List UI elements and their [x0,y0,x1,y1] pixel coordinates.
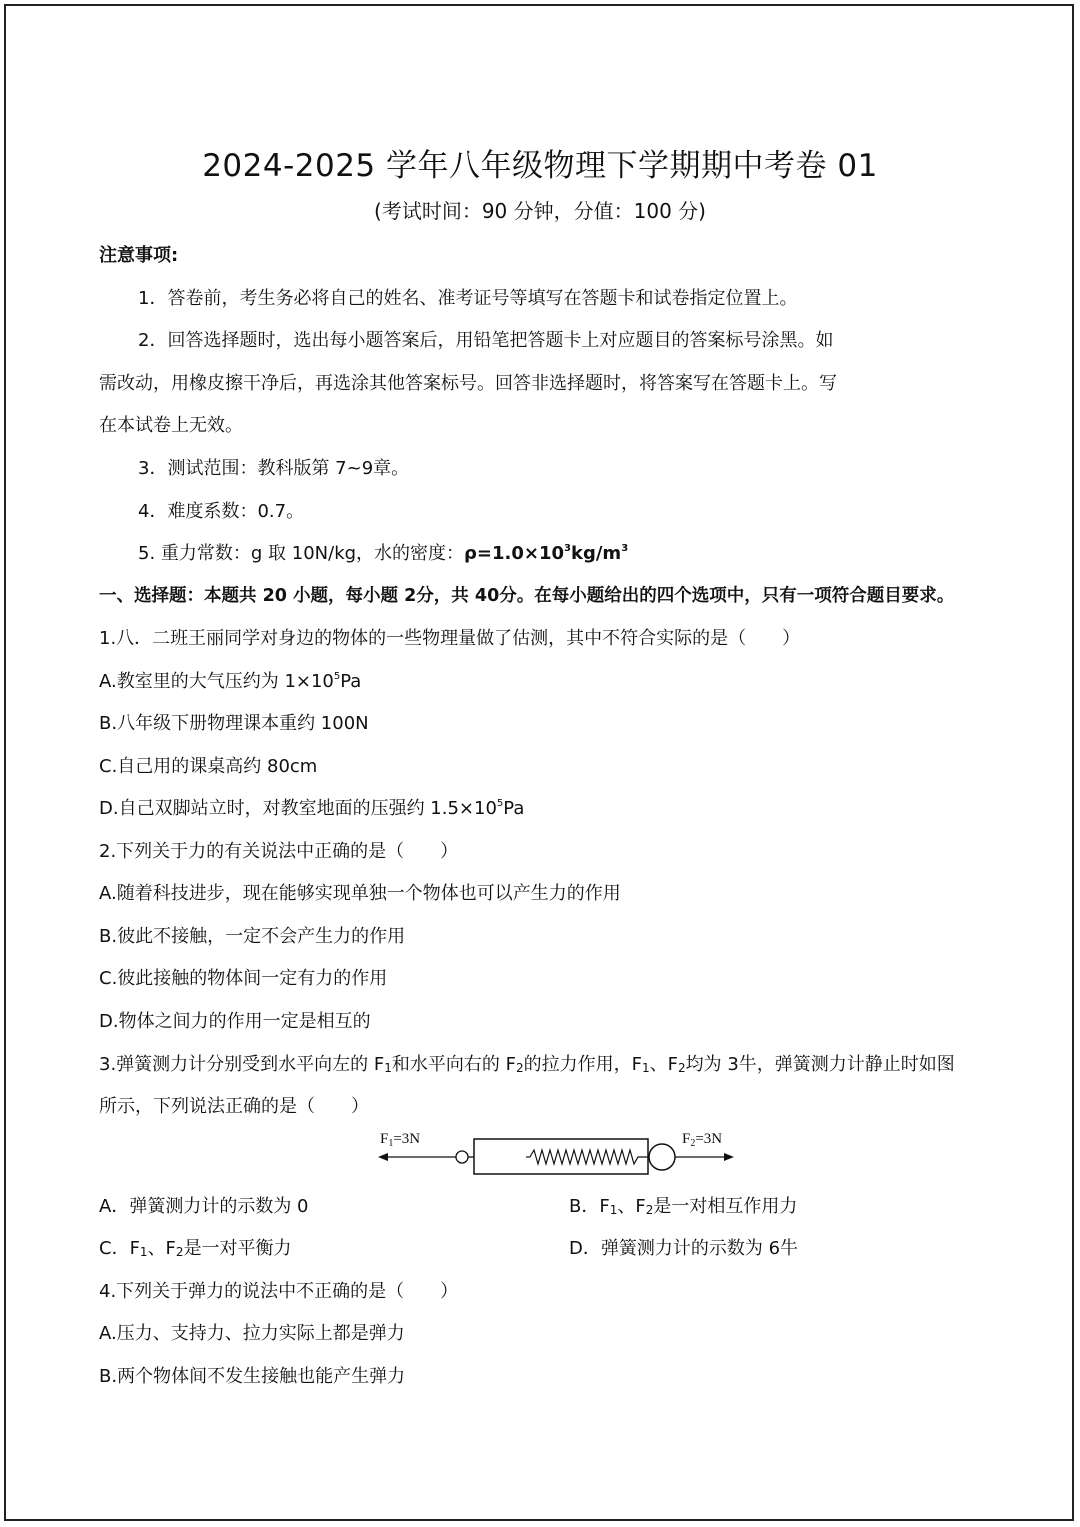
notice-item-2-line-1: 2．回答选择题时，选出每小题答案后，用铅笔把答题卡上对应题目的答案标号涂黑。如 [138,330,834,351]
q3-option-b: B．$F_1$、$F_2$是一对相互作用力 [569,1196,798,1217]
notice-item-1: 1．答卷前，考生务必将自己的姓名、准考证号等填写在答题卡和试卷指定位置上。 [138,288,798,309]
notice-item-2-line-3: 在本试卷上无效。 [99,415,243,436]
q3-option-a: A．弹簧测力计的示数为 0 [99,1196,309,1217]
q3-stem-line-2: 所示，下列说法正确的是（ ） [99,1096,369,1117]
notice-item-5-text: 5. 重力常数：g 取 10N/kg，水的密度： [138,543,465,564]
notice-item-4: 4．难度系数：0.7。 [138,501,305,522]
q1-option-b: B.八年级下册物理课本重约 100N [99,713,369,734]
section-1-heading: 一、选择题：本题共 20 小题，每小题 2分，共 40分。在每小题给出的四个选项中，只有一项符合题目要求。 [99,586,955,606]
q1-option-d: D.自己双脚站立时，对教室地面的压强约 $1.5\times 10^5Pa$ [99,798,525,819]
arrow-head-left-icon [378,1153,388,1161]
notice-item-3: 3．测试范围：教科版第 7~9章。 [138,458,410,479]
force-label-left: $F_1=3N$ [380,1131,421,1149]
q4-option-a: A.压力、支持力、拉力实际上都是弹力 [99,1323,405,1344]
q2-option-c: C.彼此接触的物体间一定有力的作用 [99,968,388,989]
notice-item-2-line-2: 需改动，用橡皮擦干净后，再选涂其他答案标号。回答非选择题时，将答案写在答题卡上。写 [99,373,837,394]
q2-option-b: B.彼此不接触，一定不会产生力的作用 [99,926,406,947]
hook-ring-icon [456,1151,468,1163]
q2-stem: 2.下列关于力的有关说法中正确的是（ ） [99,841,459,862]
exam-title: 2024-2025 学年八年级物理下学期期中考卷 01 [202,148,878,184]
scale-ring-icon [649,1144,675,1170]
q3-option-c: C．$F_1$、$F_2$是一对平衡力 [99,1238,292,1259]
q3-stem-line-1: 3.弹簧测力计分别受到水平向左的 $F_1$和水平向右的 $F_2$的拉力作用，$F_1$、$F_2$均为 3牛，弹簧测力计静止时如图 [99,1054,955,1075]
q4-stem: 4.下列关于弹力的说法中不正确的是（ ） [99,1281,459,1302]
spring-scale-diagram [376,1126,736,1178]
q4-option-b: B.两个物体间不发生接触也能产生弹力 [99,1366,406,1387]
force-label-right: $F_2=3N$ [682,1131,723,1149]
q1-option-a: A.教室里的大气压约为 $1\times 10^5Pa$ [99,671,362,692]
q2-option-d: D.物体之间力的作用一定是相互的 [99,1011,371,1032]
spring-scale-body [474,1139,648,1174]
q1-stem: 1.八．二班王丽同学对身边的物体的一些物理量做了估测，其中不符合实际的是（ ） [99,628,801,649]
q1-option-c: C.自己用的课桌高约 80cm [99,756,318,777]
notice-heading: 注意事项: [99,245,179,266]
water-density-formula: $\rho=1.0\times 10^3kg/m^3$ [464,543,629,564]
notice-item-5 [138,539,628,565]
arrow-head-right-icon [724,1153,734,1161]
q2-option-a: A.随着科技进步，现在能够实现单独一个物体也可以产生力的作用 [99,883,621,904]
q3-option-d: D．弹簧测力计的示数为 6牛 [569,1238,799,1259]
exam-subtitle: (考试时间：90 分钟，分值：100 分) [374,199,706,223]
